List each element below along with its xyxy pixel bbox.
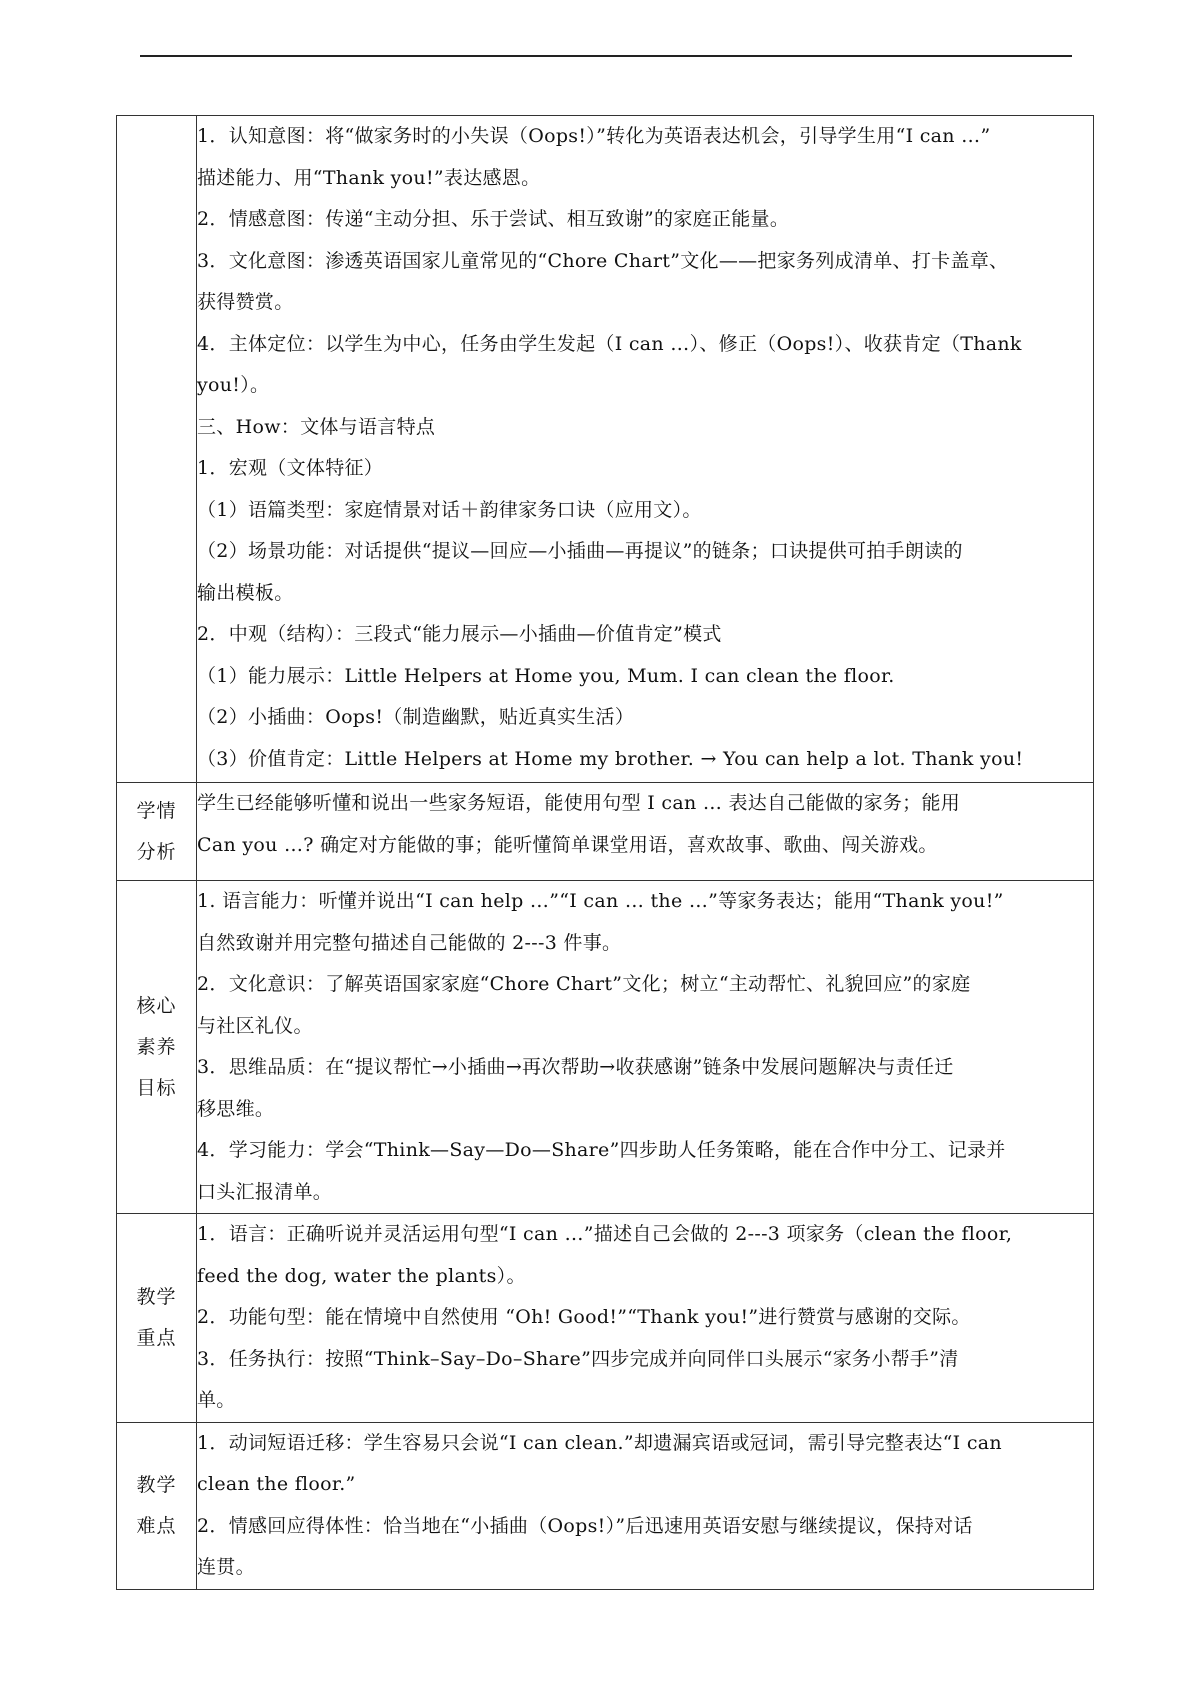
content-line: 学生已经能够听懂和说出一些家务短语，能使用句型 I can … 表达自己能做的家务；能用: [197, 792, 961, 814]
content-line: 连贯。: [197, 1556, 255, 1578]
content-line: 4．主体定位：以学生为中心，任务由学生发起（I can …）、修正（Oops!）、收获肯定（Thank: [197, 332, 1022, 355]
row-label-cell: [117, 783, 197, 881]
content-line: 2．情感意图：传递“主动分担、乐于尝试、相互致谢”的家庭正能量。: [197, 208, 790, 230]
row-label-cell: [117, 881, 197, 1214]
content-line: 2．情感回应得体性：恰当地在“小插曲（Oops!）”后迅速用英语安慰与继续提议，保持对话: [197, 1514, 973, 1537]
content-line: （2）小插曲：Oops!（制造幽默，贴近真实生活）: [197, 706, 635, 728]
content-line: 4．学习能力：学会“Think—Say—Do—Share”四步助人任务策略，能在合作中分工、记录并: [197, 1139, 1006, 1161]
content-line: 移思维。: [197, 1097, 275, 1120]
content-line: 获得赞赏。: [197, 291, 294, 313]
row-content-cell: [197, 783, 1094, 881]
row-label-text: 难点: [136, 1514, 177, 1537]
header-rule: [140, 55, 1072, 57]
lesson-plan-table: [116, 115, 1094, 1590]
row-label-text: 重点: [136, 1326, 177, 1349]
row-label-text: 目标: [136, 1076, 177, 1099]
content-line: 1．动词短语迁移：学生容易只会说“I can clean.”却遗漏宾语或冠词，需引导完整表达“I can: [197, 1431, 1002, 1454]
content-line: 自然致谢并用完整句描述自己能做的 2---3 件事。: [197, 931, 622, 954]
content-line: 1．认知意图：将“做家务时的小失误（Oops!）”转化为英语表达机会，引导学生用“I can …”: [197, 125, 991, 147]
content-line: 3．任务执行：按照“Think–Say–Do–Share”四步完成并向同伴口头展示“家务小帮手”清: [197, 1347, 959, 1370]
content-line: （1）能力展示：Little Helpers at Home you, Mum. I can clean the floor.: [197, 664, 895, 687]
difficulties-row: [117, 1422, 1094, 1589]
row-content-cell: [197, 116, 1094, 783]
content-line: 口头汇报清单。: [197, 1180, 333, 1203]
content-line: 输出模板。: [197, 581, 294, 604]
content-line: 1．语言：正确听说并灵活运用句型“I can …”描述自己会做的 2---3 项家务（clean the floor,: [197, 1223, 1013, 1245]
key-points-row: [117, 1214, 1094, 1423]
row-label-text: 教学: [136, 1285, 177, 1308]
row-label-text: 学情: [136, 799, 177, 822]
content-line: 描述能力、用“Thank you!”表达感恩。: [197, 166, 541, 189]
content-line: （3）价值肯定：Little Helpers at Home my brother. → You can help a lot. Thank you!: [197, 747, 1024, 770]
row-label-cell: [117, 1214, 197, 1423]
content-line: 与社区礼仪。: [197, 1014, 313, 1037]
learner-analysis-row: [117, 783, 1094, 881]
content-line: 3．思维品质：在“提议帮忙→小插曲→再次帮助→收获感谢”链条中发展问题解决与责任迁: [197, 1056, 954, 1078]
content-line: 2．文化意识：了解英语国家家庭“Chore Chart”文化；树立“主动帮忙、礼貌回应”的家庭: [197, 973, 971, 995]
row-label-cell: [117, 1422, 197, 1589]
row-content-cell: [197, 881, 1094, 1214]
row-label-text: 素养: [136, 1035, 177, 1058]
content-line: Can you …? 确定对方能做的事；能听懂简单课堂用语，喜欢故事、歌曲、闯关游戏。: [197, 833, 938, 856]
core-goals-row: [117, 881, 1094, 1214]
row-label-cell: [117, 116, 197, 783]
row-label-text: 教学: [136, 1473, 177, 1496]
content-line: 3．文化意图：渗透英语国家儿童常见的“Chore Chart”文化——把家务列成清单、打卡盖章、: [197, 249, 1009, 272]
row-label-text: 核心: [136, 994, 177, 1017]
content-line: 1. 语言能力：听懂并说出“I can help …”“I can … the …”等家务表达；能用“Thank you!”: [197, 890, 1004, 912]
row-content-cell: [197, 1422, 1094, 1589]
content-line: feed the dog, water the plants）。: [197, 1264, 526, 1287]
content-line: 1．宏观（文体特征）: [197, 457, 384, 479]
content-line: clean the floor.”: [197, 1473, 356, 1495]
content-line: （1）语篇类型：家庭情景对话＋韵律家务口诀（应用文）。: [197, 498, 702, 521]
content-line: （2）场景功能：对话提供“提议—回应—小插曲—再提议”的链条；口诀提供可拍手朗读的: [197, 540, 963, 562]
design-intent-row: [117, 116, 1094, 783]
content-line: 2．功能句型：能在情境中自然使用 “Oh! Good!”“Thank you!”进行赞赏与感谢的交际。: [197, 1306, 971, 1328]
content-line: 单。: [197, 1389, 236, 1411]
row-label-text: 分析: [136, 840, 177, 863]
content-line: 三、How：文体与语言特点: [197, 415, 436, 438]
row-content-cell: [197, 1214, 1094, 1423]
content-line: 2．中观（结构）：三段式“能力展示—小插曲—价值肯定”模式: [197, 623, 722, 645]
content-line: you!）。: [197, 374, 270, 396]
